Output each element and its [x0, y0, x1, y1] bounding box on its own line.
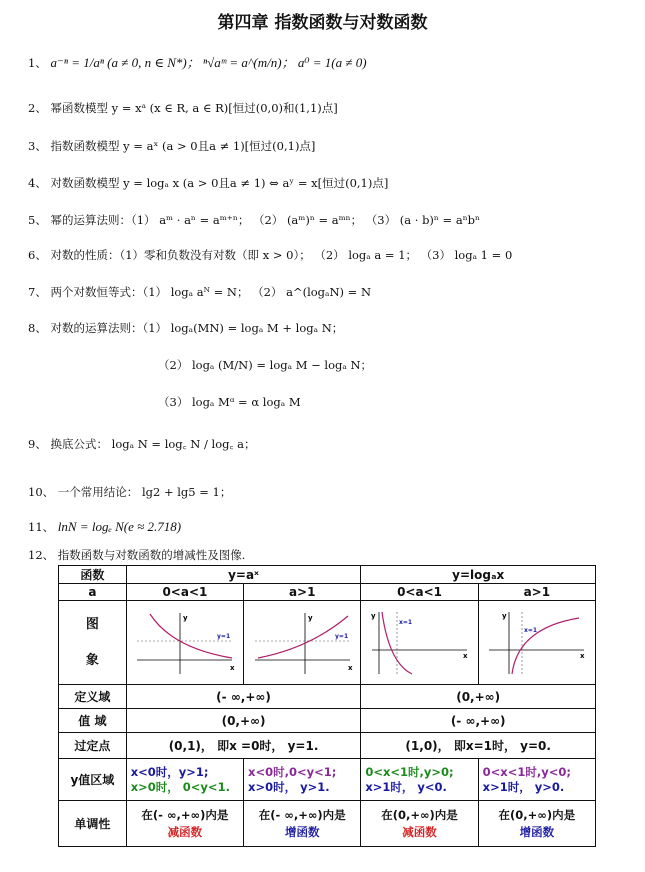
graph-exp-growth	[244, 601, 361, 685]
range-log: (- ∞,+∞)	[361, 709, 596, 733]
line-2: 2、 幂函数模型 y = xᵃ (x ∈ R, a ∈ R)[恒过(0,0)和(1,1)点]	[28, 101, 338, 115]
line-7: 7、 两个对数恒等式：（1） logₐ aᴺ = N； （2） a^(logₐN) = N	[28, 285, 372, 299]
svg-text:x=1: x=1	[524, 626, 538, 634]
yrange-1: x<0时，y>1; x>0时， 0<y<1.	[126, 759, 243, 801]
svg-text:y: y	[307, 613, 313, 622]
mono-label: 单调性	[59, 801, 127, 847]
line-10: 10、 一个常用结论： lg2 + lg5 = 1；	[28, 485, 232, 499]
svg-text:x: x	[463, 651, 468, 660]
th-a: a	[59, 584, 127, 601]
line-11: 11、 lnN = logₑ N(e ≈ 2.718)	[28, 519, 182, 534]
line-9: 9、 换底公式： logₐ N = log꜀ N / log꜀ a；	[28, 437, 256, 451]
svg-text:y: y	[371, 611, 376, 620]
fixed-label: 过定点	[59, 733, 127, 759]
svg-text:y=1: y=1	[334, 632, 348, 640]
line-8-2: （2） logₐ (M/N) = logₐ M − logₐ N；	[158, 358, 373, 372]
domain-log: (0,+∞)	[361, 685, 596, 709]
graph-log-growth	[478, 601, 595, 685]
domain-label: 定义域	[59, 685, 127, 709]
th-func: 函数	[59, 566, 127, 584]
line-5: 5、 幂的运算法则：（1） aᵐ · aⁿ = aᵐ⁺ⁿ； （2） (aᵐ)ⁿ = aᵐⁿ； （3） (a · b)ⁿ = aⁿbⁿ	[28, 213, 481, 227]
th-c4: a>1	[478, 584, 595, 601]
line-8-3: （3） logₐ Mᵅ = α logₐ M	[158, 395, 301, 409]
domain-exp: (- ∞,+∞)	[126, 685, 361, 709]
svg-text:y=1: y=1	[217, 632, 231, 640]
range-label: 值 域	[59, 709, 127, 733]
graph-label: 图 象	[59, 601, 127, 685]
function-table	[58, 565, 596, 847]
mono-4: 在(0,+∞)内是 增函数	[478, 801, 595, 847]
svg-text:x: x	[580, 651, 585, 660]
yrange-3: 0<x<1时,y>0; x>1时， y<0.	[361, 759, 478, 801]
chapter-title: 第四章 指数函数与对数函数	[217, 13, 428, 33]
line-6: 6、 对数的性质：（1）零和负数没有对数（即 x > 0）； （2） logₐ a = 1； （3） logₐ 1 = 0	[28, 248, 513, 262]
graph-exp-decay	[126, 601, 243, 685]
th-c2: a>1	[244, 584, 361, 601]
fixed-exp: (0,1)， 即x =0时， y=1.	[126, 733, 361, 759]
mono-3: 在(0,+∞)内是 减函数	[361, 801, 478, 847]
yrange-4: 0<x<1时,y<0; x>1时， y>0.	[478, 759, 595, 801]
range-exp: (0,+∞)	[126, 709, 361, 733]
th-c3: 0<a<1	[361, 584, 478, 601]
yrange-label: y值区域	[59, 759, 127, 801]
svg-text:y: y	[183, 613, 188, 622]
line-3: 3、 指数函数模型 y = aˣ (a > 0且a ≠ 1)[恒过(0,1)点]	[28, 139, 316, 153]
svg-text:y: y	[502, 611, 507, 620]
yrange-2: x<0时,0<y<1; x>0时， y>1.	[244, 759, 361, 801]
svg-text:x: x	[230, 663, 235, 672]
graph-log-decay	[361, 601, 478, 685]
line-1: 1、 a⁻ⁿ = 1/aⁿ (a ≠ 0, n ∈ N*)； ⁿ√aᵐ = a^(m/n)； a⁰ = 1(a ≠ 0)	[28, 55, 367, 70]
fixed-log: (1,0)， 即x=1时， y=0.	[361, 733, 596, 759]
th-exp: y=aˣ	[126, 566, 361, 584]
mono-2: 在(- ∞,+∞)内是 增函数	[244, 801, 361, 847]
line-12: 12、 指数函数与对数函数的增减性及图像.	[28, 548, 246, 562]
mono-1: 在(- ∞,+∞)内是 减函数	[126, 801, 243, 847]
svg-text:x=1: x=1	[399, 618, 413, 626]
line-4: 4、 对数函数模型 y = logₐ x (a > 0且a ≠ 1) ⇔ aʸ = x[恒过(0,1)点]	[28, 176, 389, 190]
th-log: y=logₐx	[361, 566, 596, 584]
svg-text:x: x	[347, 663, 353, 672]
line-8: 8、 对数的运算法则：（1） logₐ(MN) = logₐ M + logₐ N；	[28, 321, 344, 335]
th-c1: 0<a<1	[126, 584, 243, 601]
